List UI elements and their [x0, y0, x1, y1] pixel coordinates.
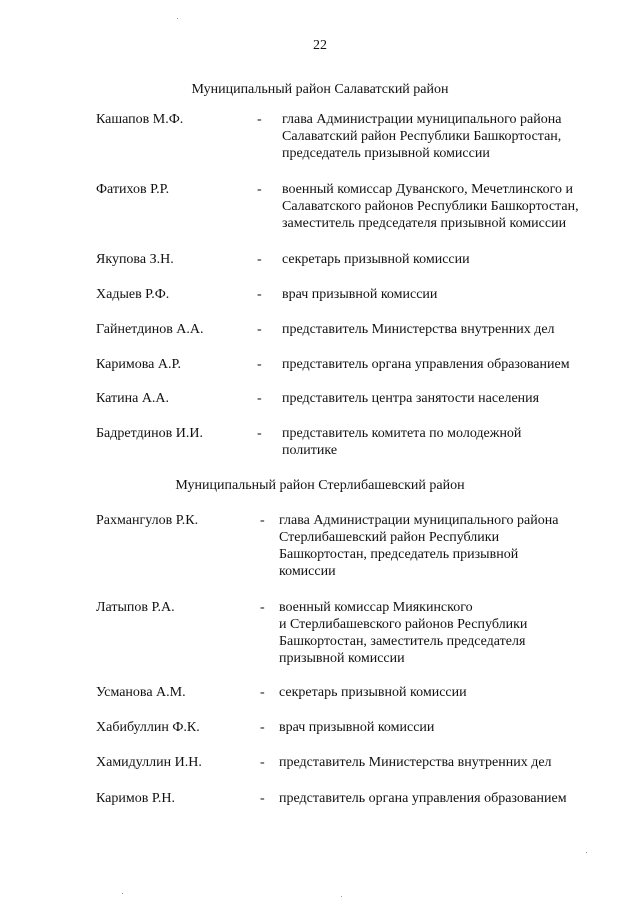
- member-role: [282, 111, 622, 162]
- role-line: председатель призывной комиссии: [282, 146, 490, 161]
- role-line: заместитель председателя призывной комиссии: [282, 216, 567, 231]
- member-entry: [0, 599, 640, 666]
- role-line: призывной комиссии: [279, 651, 405, 666]
- member-name: Катина А.А.: [96, 391, 170, 406]
- member-role: [282, 425, 622, 459]
- member-name: Каримов Р.Н.: [96, 791, 175, 806]
- dash-separator: -: [260, 720, 265, 735]
- dash-separator: -: [260, 600, 265, 615]
- role-line: представитель центра занятости населения: [282, 391, 540, 406]
- section-title: Муниципальный район Стерлибашевский район: [175, 478, 465, 493]
- dash-separator: -: [260, 791, 265, 806]
- member-name: Хадыев Р.Ф.: [96, 287, 170, 302]
- section-title: Муниципальный район Салаватский район: [191, 82, 449, 97]
- member-entry: [0, 181, 640, 231]
- member-entry: [0, 356, 640, 373]
- role-line: секретарь призывной комиссии: [279, 685, 467, 700]
- role-line: Стерлибашевский район Республики: [279, 530, 500, 545]
- role-line: представитель органа управления образованием: [279, 791, 567, 806]
- dash-separator: -: [260, 685, 265, 700]
- dash-separator: -: [257, 287, 262, 302]
- role-line: секретарь призывной комиссии: [282, 252, 470, 267]
- member-name: Гайнетдинов А.А.: [96, 322, 204, 337]
- role-line: врач призывной комиссии: [282, 287, 438, 302]
- member-entry: [0, 390, 640, 407]
- scan-speck: [177, 18, 178, 19]
- member-entry: [0, 251, 640, 268]
- scan-speck: [586, 852, 587, 853]
- role-line: глава Администрации муниципального района: [282, 112, 562, 127]
- member-entry: [0, 512, 640, 579]
- member-role: [279, 684, 619, 701]
- member-name: Хабибуллин Ф.К.: [96, 720, 200, 735]
- member-entry: [0, 719, 640, 736]
- role-line: представитель Министерства внутренних дел: [279, 755, 552, 770]
- dash-separator: -: [257, 112, 262, 127]
- role-line: и Стерлибашевского районов Республики: [279, 617, 528, 632]
- dash-separator: -: [257, 322, 262, 337]
- role-line: Башкортостан, заместитель председателя: [279, 634, 526, 649]
- scan-speck: [341, 896, 342, 897]
- member-name: Хамидуллин И.Н.: [96, 755, 202, 770]
- member-name: Усманова А.М.: [96, 685, 186, 700]
- dash-separator: -: [257, 252, 262, 267]
- page-number: 22: [313, 38, 327, 53]
- member-name: Каримова А.Р.: [96, 357, 182, 372]
- member-name: Якупова З.Н.: [96, 252, 174, 267]
- role-line: представитель комитета по молодежной: [282, 426, 522, 441]
- role-line: Салаватского районов Республики Башкортостан,: [282, 199, 579, 214]
- member-role: [282, 181, 622, 232]
- member-name: Фатихов Р.Р.: [96, 182, 170, 197]
- dash-separator: -: [257, 357, 262, 372]
- member-entry: [0, 684, 640, 701]
- role-line: политике: [282, 443, 338, 458]
- role-line: врач призывной комиссии: [279, 720, 435, 735]
- member-name: Латыпов Р.А.: [96, 600, 175, 615]
- dash-separator: -: [260, 755, 265, 770]
- member-role: [282, 356, 622, 373]
- scan-speck: [122, 893, 123, 894]
- role-line: военный комиссар Дуванского, Мечетлинского и: [282, 182, 573, 197]
- member-name: Кашапов М.Ф.: [96, 112, 184, 127]
- member-role: [279, 719, 619, 736]
- member-entry: [0, 111, 640, 161]
- member-role: [279, 790, 619, 807]
- dash-separator: -: [257, 182, 262, 197]
- member-entry: [0, 425, 640, 458]
- dash-separator: -: [257, 391, 262, 406]
- member-name: Рахмангулов Р.К.: [96, 513, 199, 528]
- member-entry: [0, 286, 640, 303]
- member-role: [279, 599, 619, 667]
- member-role: [282, 251, 622, 268]
- dash-separator: -: [260, 513, 265, 528]
- member-name: Бадретдинов И.И.: [96, 426, 203, 441]
- member-role: [282, 321, 622, 338]
- role-line: комиссии: [279, 564, 336, 579]
- member-role: [279, 512, 619, 580]
- member-entry: [0, 790, 640, 807]
- member-role: [282, 390, 622, 407]
- role-line: военный комиссар Миякинского: [279, 600, 473, 615]
- role-line: представитель Министерства внутренних дел: [282, 322, 555, 337]
- role-line: представитель органа управления образованием: [282, 357, 570, 372]
- dash-separator: -: [257, 426, 262, 441]
- member-entry: [0, 754, 640, 771]
- member-role: [279, 754, 619, 771]
- member-entry: [0, 321, 640, 338]
- role-line: глава Администрации муниципального района: [279, 513, 559, 528]
- member-role: [282, 286, 622, 303]
- role-line: Салаватский район Республики Башкортостан,: [282, 129, 562, 144]
- role-line: Башкортостан, председатель призывной: [279, 547, 519, 562]
